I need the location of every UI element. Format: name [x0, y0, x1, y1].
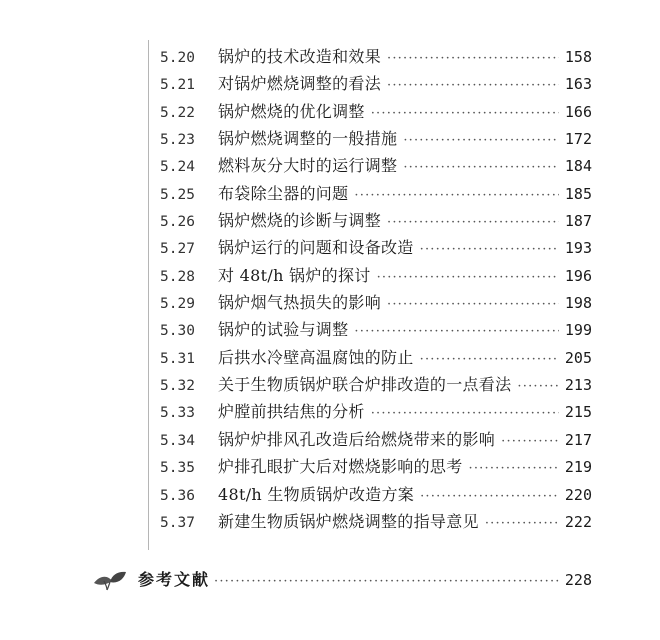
toc-entry[interactable] — [160, 234, 592, 261]
entry-number: 5.27 — [160, 241, 195, 258]
entry-page: 219 — [564, 458, 592, 477]
entry-number: 5.24 — [160, 159, 195, 176]
entry-title: 锅炉烟气热损失的影响 — [218, 293, 382, 313]
toc-entry[interactable] — [160, 289, 592, 316]
dot-leader — [371, 100, 559, 127]
toc-entry[interactable] — [160, 43, 592, 70]
entry-title: 炉排孔眼扩大后对燃烧影响的思考 — [218, 457, 463, 477]
references-entry[interactable] — [92, 566, 592, 594]
toc-entry[interactable] — [160, 398, 592, 425]
entry-number: 5.26 — [160, 214, 195, 231]
toc-entry[interactable] — [160, 70, 592, 97]
entry-number: 5.28 — [160, 268, 195, 285]
dot-leader — [501, 428, 559, 455]
entry-page: 193 — [564, 239, 592, 258]
dot-leader — [387, 209, 559, 236]
entry-title: 关于生物质锅炉联合炉排改造的一点看法 — [218, 375, 512, 395]
entry-number: 5.25 — [160, 186, 195, 203]
dot-leader — [485, 510, 559, 537]
entry-number: 5.37 — [160, 514, 195, 531]
entry-page: 215 — [564, 403, 592, 422]
margin-rule — [148, 40, 149, 550]
entry-page: 222 — [564, 512, 592, 531]
entry-page: 205 — [564, 348, 592, 367]
entry-title: 布袋除尘器的问题 — [218, 183, 349, 203]
toc-entry[interactable] — [160, 207, 592, 234]
entry-title: 锅炉的试验与调整 — [218, 320, 349, 340]
entry-page: 198 — [564, 294, 592, 313]
entry-number: 5.35 — [160, 460, 195, 477]
toc-list — [160, 43, 592, 535]
entry-page: 166 — [564, 102, 592, 121]
dot-leader — [517, 373, 559, 400]
entry-number: 5.36 — [160, 487, 195, 504]
entry-title: 后拱水冷壁高温腐蚀的防止 — [218, 347, 414, 367]
dot-leader — [214, 568, 559, 596]
toc-entry[interactable] — [160, 152, 592, 179]
toc-entry[interactable] — [160, 481, 592, 508]
dot-leader — [420, 236, 559, 263]
references-title: 参考文献 — [138, 570, 211, 589]
dot-leader — [354, 318, 559, 345]
entry-page: 184 — [564, 157, 592, 176]
entry-page: 163 — [564, 75, 592, 94]
toc-entry[interactable] — [160, 371, 592, 398]
entry-number: 5.23 — [160, 132, 195, 149]
entry-number: 5.20 — [160, 50, 195, 66]
dot-leader — [387, 45, 559, 72]
toc-entry[interactable] — [160, 98, 592, 125]
entry-page: 196 — [564, 266, 592, 285]
entry-number: 5.34 — [160, 432, 195, 449]
toc-entry[interactable] — [160, 426, 592, 453]
toc-entry[interactable] — [160, 344, 592, 371]
entry-page: 172 — [564, 130, 592, 149]
entry-title: 锅炉运行的问题和设备改造 — [218, 238, 414, 258]
toc-entry[interactable] — [160, 180, 592, 207]
entry-page: 217 — [564, 430, 592, 449]
entry-title: 对 48t/h 锅炉的探讨 — [218, 265, 371, 285]
toc-entry[interactable] — [160, 262, 592, 289]
entry-title: 对锅炉燃烧调整的看法 — [218, 74, 382, 94]
toc-entry[interactable] — [160, 508, 592, 535]
dot-leader — [403, 154, 559, 181]
dot-leader — [354, 182, 559, 209]
entry-title: 锅炉燃烧的诊断与调整 — [218, 211, 382, 231]
entry-title: 锅炉的技术改造和效果 — [218, 47, 382, 66]
dot-leader — [403, 127, 559, 154]
entry-page: 185 — [564, 184, 592, 203]
entry-number: 5.22 — [160, 104, 195, 121]
entry-title: 燃料灰分大时的运行调整 — [218, 156, 398, 176]
entry-page: 220 — [564, 485, 592, 504]
dot-leader — [387, 291, 559, 318]
entry-number: 5.29 — [160, 296, 195, 313]
entry-title: 48t/h 生物质锅炉改造方案 — [218, 484, 415, 504]
entry-title: 锅炉燃烧的优化调整 — [218, 101, 365, 121]
dot-leader — [377, 264, 559, 291]
entry-title: 锅炉燃烧调整的一般措施 — [218, 129, 398, 149]
dot-leader — [420, 483, 559, 510]
entry-title: 锅炉炉排风孔改造后给燃烧带来的影响 — [218, 429, 496, 449]
leaf-icon — [92, 569, 128, 591]
entry-page: 213 — [564, 376, 592, 395]
toc-entry[interactable] — [160, 125, 592, 152]
dot-leader — [469, 455, 559, 482]
entry-title: 炉膛前拱结焦的分析 — [218, 402, 365, 422]
entry-number: 5.21 — [160, 77, 195, 94]
toc-entry[interactable] — [160, 316, 592, 343]
toc-entry[interactable] — [160, 453, 592, 480]
entry-number: 5.30 — [160, 323, 195, 340]
entry-number: 5.33 — [160, 405, 195, 422]
entry-page: 199 — [564, 321, 592, 340]
entry-page: 158 — [564, 48, 592, 66]
entry-number: 5.31 — [160, 350, 195, 367]
dot-leader — [420, 346, 559, 373]
dot-leader — [371, 400, 559, 427]
entry-number: 5.32 — [160, 378, 195, 395]
dot-leader — [387, 72, 559, 99]
references-page: 228 — [564, 571, 592, 589]
entry-title: 新建生物质锅炉燃烧调整的指导意见 — [218, 511, 479, 531]
entry-page: 187 — [564, 212, 592, 231]
